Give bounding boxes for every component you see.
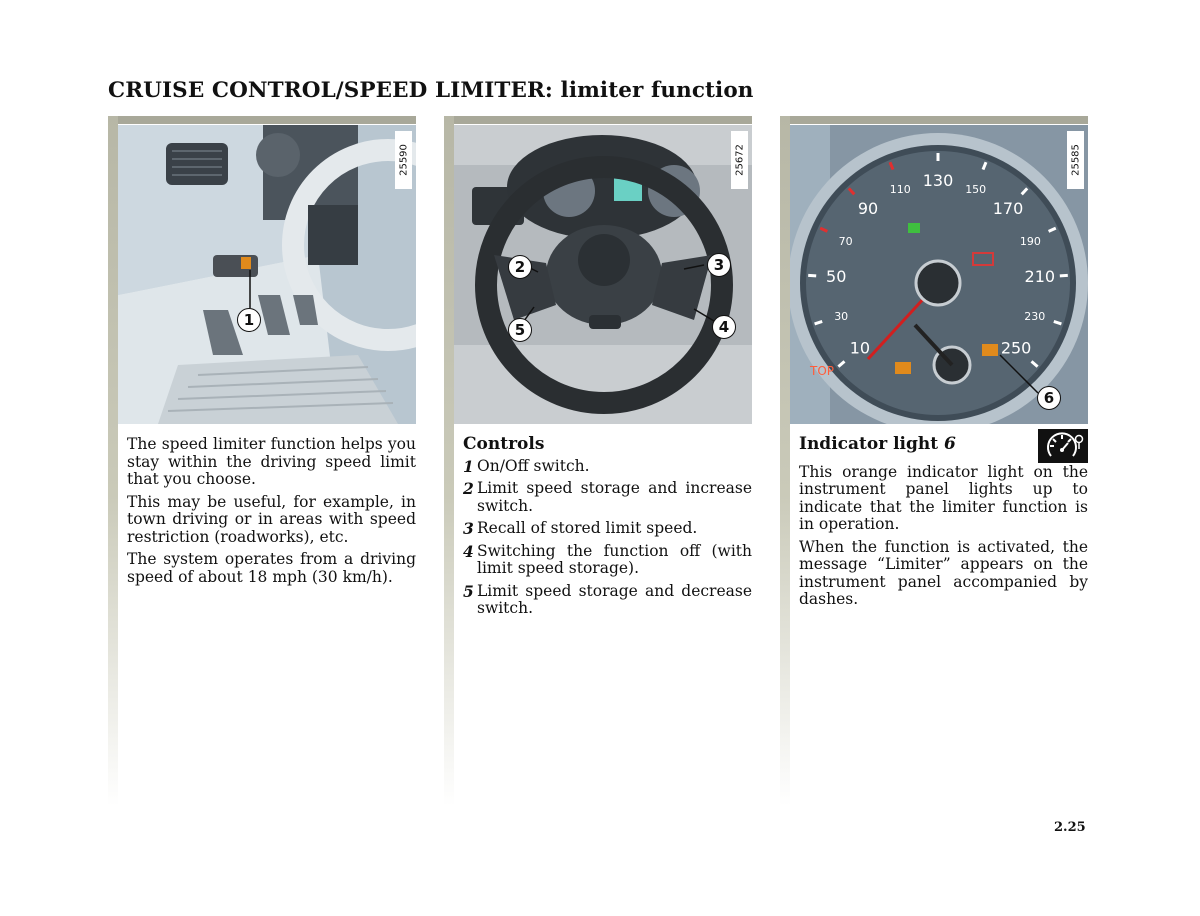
dial-tick (808, 275, 816, 276)
speed-limiter-indicator-icon (1038, 429, 1088, 463)
callout-4: 4 (712, 315, 736, 339)
list-item: 5 Limit speed storage and decrease switch. (463, 581, 752, 617)
paragraph: This may be useful, for example, in town driving or in areas with speed restriction (roadworks), etc. (127, 492, 416, 546)
callout-2: 2 (508, 255, 532, 279)
list-item: 1 On/Off switch. (463, 456, 590, 476)
column-text (127, 436, 416, 591)
dial-label: 190 (1019, 234, 1041, 248)
dial-label: 90 (857, 198, 879, 218)
figure-number-label: 25672 (731, 131, 748, 189)
column-side-band (444, 116, 454, 806)
speedometer-illustration (790, 125, 1088, 424)
dial-label: 150 (965, 183, 987, 197)
dashboard-pedals-illustration (118, 125, 416, 424)
column-text (463, 436, 752, 623)
dial-tick (1060, 275, 1068, 276)
svg-text:TOP: TOP (810, 364, 835, 378)
dial-label: 250 (1000, 338, 1032, 358)
dial-label: 210 (1024, 267, 1056, 287)
column-side-band (108, 116, 118, 806)
column-top-rule (444, 116, 752, 124)
list-item: 3 Recall of stored limit speed. (463, 519, 698, 538)
dial-label: 70 (838, 234, 853, 248)
figure-steering-wheel (454, 125, 752, 424)
column-limiter-intro (108, 116, 416, 806)
column-text (799, 436, 1088, 614)
column-top-rule (780, 116, 1088, 124)
callout-6: 6 (1037, 386, 1061, 410)
list-item: 4 Switching the function off (with limit speed storage). (463, 541, 752, 577)
dial-label: 230 (1024, 310, 1046, 324)
figure-pedals-switch (118, 125, 416, 424)
paragraph: When the function is activated, the message “Limiter” appears on the instrument panel accompanied by dashes. (799, 537, 1088, 608)
paragraph: The speed limiter function helps you stay within the driving speed limit that you choose. (127, 435, 416, 488)
page-title: CRUISE CONTROL/SPEED LIMITER: limiter function (108, 78, 754, 103)
list-item: 2 Limit speed storage and increase switch. (463, 479, 752, 515)
column-side-band (780, 116, 790, 806)
dial-label: 170 (992, 198, 1024, 218)
dial-label: 10 (849, 338, 871, 358)
figure-number-label: 25590 (395, 131, 412, 189)
figure-number-label: 25585 (1067, 131, 1084, 189)
paragraph: This orange indicator light on the instrument panel lights up to indicate that the limiter function is in operation. (799, 462, 1088, 533)
callout-1: 1 (237, 308, 261, 332)
callout-5: 5 (508, 318, 532, 342)
column-top-rule (108, 116, 416, 124)
paragraph: The system operates from a driving speed of about 18 mph (30 km/h). (127, 550, 416, 586)
figure-speedometer (790, 125, 1088, 424)
dial-label: 110 (889, 183, 911, 197)
column-controls (444, 116, 752, 806)
dial-label: 30 (834, 310, 849, 324)
controls-heading: Controls (463, 434, 545, 454)
column-indicator-light (780, 116, 1088, 806)
dial-label: 50 (826, 267, 847, 287)
indicator-heading: Indicator light 6 (799, 436, 1088, 454)
page-number: 2.25 (1054, 820, 1086, 835)
steering-wheel-illustration (454, 125, 752, 424)
dial-label: 130 (922, 171, 954, 190)
callout-3: 3 (707, 253, 731, 277)
